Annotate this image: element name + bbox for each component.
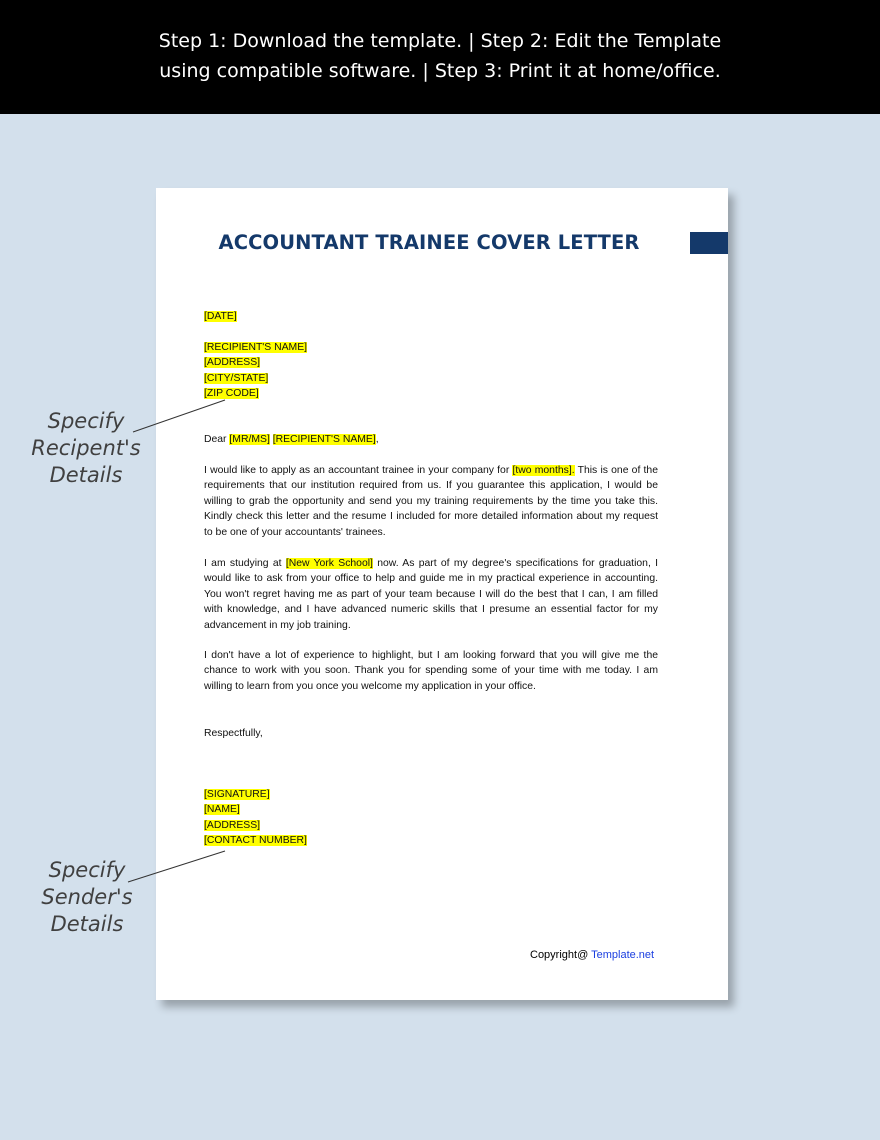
sender-annotation-line-2: Sender's (41, 885, 133, 909)
recipient-annotation-line-2: Recipent's (31, 436, 141, 460)
recipient-address-placeholder: [ADDRESS] (204, 357, 261, 369)
salutation-suffix: , (375, 434, 379, 445)
letter-title: ACCOUNTANT TRAINEE COVER LETTER (218, 231, 640, 254)
recipient-city-placeholder: [CITY/STATE] (204, 372, 269, 384)
recipient-zip-placeholder: [ZIP CODE] (204, 388, 259, 400)
banner-line-1: Step 1: Download the template. | Step 2: Edit the Template (158, 30, 722, 52)
date-placeholder: [DATE] (204, 311, 237, 322)
paragraph-3: I don't have a lot of experience to highlight, but I am looking forward that you will give me the chance to work with you soon. Thank you for spending some of your time with me today. I am willing to learn from you once you welcome my application in your office. (204, 650, 658, 692)
salutation-name-placeholder: [RECIPIENT'S NAME] (272, 434, 376, 445)
template-net-link[interactable]: Template.net (591, 949, 655, 961)
sender-annotation-line-1: Specify (48, 858, 126, 882)
p2-school-placeholder: [New York School] (285, 558, 373, 569)
sender-annotation-line-3: Details (50, 912, 124, 936)
sender-contact-placeholder: [CONTACT NUMBER] (204, 835, 307, 847)
recipient-name-placeholder: [RECIPIENT'S NAME] (204, 342, 308, 353)
sender-annotation (12, 857, 162, 938)
recipient-annotation (10, 408, 162, 489)
p1-text-after: This is one of the requirements that our institution required from us. If you guarantee this application, I would be willing to grab the opportunity and send you my training requirements by the time you take this. Kindly check this letter and the resume I included for more detailed information about my request to be one of your accountants' trainees. (204, 465, 658, 538)
p2-text-after: now. As part of my degree's specifications for graduation, I would like to ask from your office to help and guide me in my practical experience in accounting. You won't regret having me as part of your team because I will do the best that I can, I am filled with knowledge, and I have advanced numeric skills that I presume an essential factor for my advancement in my job training. (204, 558, 658, 631)
banner-line-2: using compatible software. | Step 3: Print it at home/office. (159, 60, 721, 82)
sender-address-placeholder: [ADDRESS] (204, 819, 261, 831)
p2-text-before: I am studying at (204, 558, 286, 569)
p1-text-before: I would like to apply as an accountant trainee in your company for (204, 465, 513, 476)
recipient-annotation-line-3: Details (49, 463, 123, 487)
sender-name-placeholder: [NAME] (204, 804, 240, 816)
sender-signature-placeholder: [SIGNATURE] (204, 789, 270, 800)
closing: Respectfully, (204, 728, 263, 739)
salutation-title-placeholder: [MR/MS] (229, 434, 270, 445)
p1-duration-placeholder: [two months]. (512, 465, 575, 476)
copyright-label: Copyright@ (530, 949, 592, 961)
salutation-prefix: Dear (204, 434, 230, 445)
recipient-annotation-line-1: Specify (47, 409, 125, 433)
